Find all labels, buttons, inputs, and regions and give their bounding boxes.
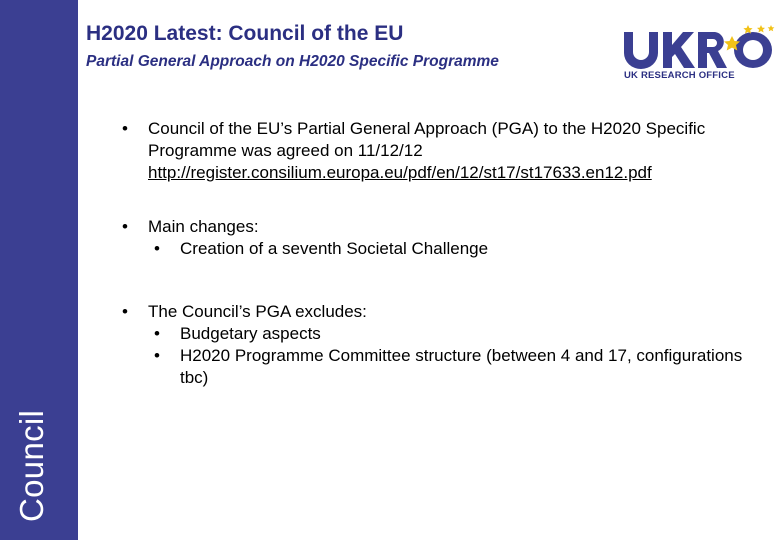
sub-bullet	[122, 238, 762, 260]
sub-bullet-text: Creation of a seventh Societal Challenge	[180, 239, 489, 258]
sub-bullet-text: H2020 Programme Committee structure (between 4 and 17, configurations tbc)	[180, 346, 743, 387]
bullet-text: The Council’s PGA excludes:	[148, 302, 367, 321]
bullet-text: Council of the EU’s Partial General Approach (PGA) to the H2020 Specific Programme was agreed on 11/12/12	[148, 119, 706, 160]
sub-bullet-marker: •	[154, 346, 160, 365]
sub-bullet	[122, 323, 762, 345]
ukro-logo	[620, 6, 778, 84]
bullet-marker: •	[122, 302, 128, 321]
slide-content	[122, 118, 762, 389]
slide-subtitle: Partial General Approach on H2020 Specific Programme	[86, 53, 499, 70]
sub-bullet-marker: •	[154, 324, 160, 343]
side-band	[0, 0, 78, 540]
bullet-marker: •	[122, 119, 128, 138]
ukro-logo-tagline: UK RESEARCH OFFICE	[624, 70, 735, 81]
bullet-pga-excludes	[122, 301, 762, 323]
sub-bullet	[122, 345, 762, 389]
bullet-pga-agreed	[122, 118, 762, 184]
bullet-text: Main changes:	[148, 217, 259, 236]
ukro-logo-mark	[620, 24, 778, 70]
bullet-main-changes	[122, 216, 762, 238]
side-label: Council	[13, 409, 50, 522]
bullet-marker: •	[122, 217, 128, 236]
slide-title: H2020 Latest: Council of the EU	[86, 22, 404, 45]
sub-bullet-marker: •	[154, 239, 160, 258]
council-document-link[interactable]: http://register.consilium.europa.eu/pdf/en/12/st17/st17633.en12.pdf	[148, 163, 652, 182]
sub-bullet-text: Budgetary aspects	[180, 324, 321, 343]
